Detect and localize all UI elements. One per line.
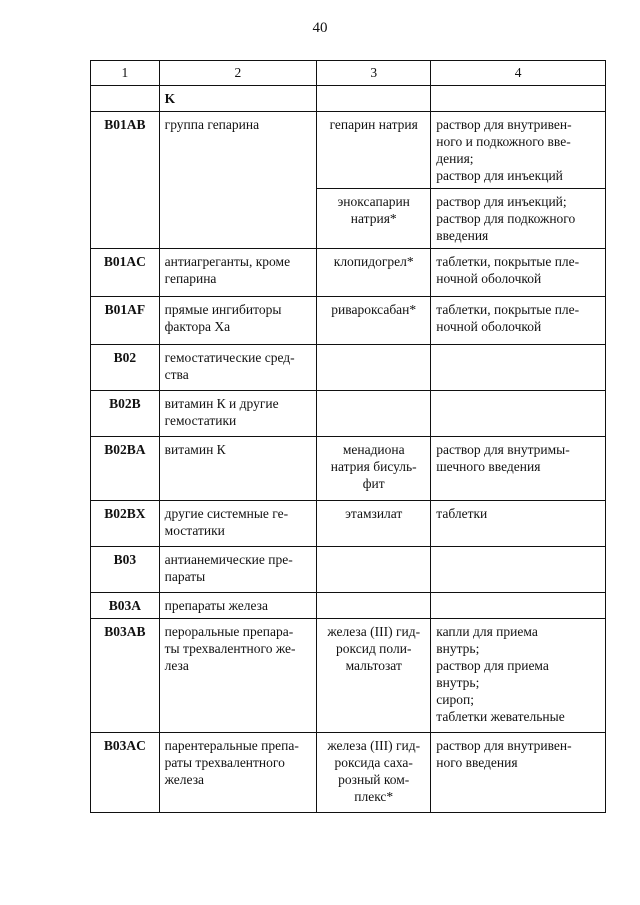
form-cell: раствор для внутривен- ного и подкожного вве- дения; раствор для инъекций	[431, 112, 606, 189]
group-cell: антиагреганты, кроме гепарина	[159, 249, 317, 297]
group-cell: гемостатические сред- ства	[159, 345, 317, 391]
group-cell: другие системные ге- мостатики	[159, 501, 317, 547]
drug-cell: гепарин натрия	[317, 112, 431, 189]
code-cell: B03A	[91, 593, 160, 619]
drug-cell: клопидогрел*	[317, 249, 431, 297]
group-cell: антианемические пре- параты	[159, 547, 317, 593]
drug-cell: железа (III) гид- роксид поли- мальтозат	[317, 619, 431, 733]
drug-cell	[317, 345, 431, 391]
drug-cell	[317, 547, 431, 593]
form-cell: таблетки, покрытые пле- ночной оболочкой	[431, 297, 606, 345]
medicines-table	[90, 60, 606, 813]
form-cell	[431, 345, 606, 391]
code-cell: B02BA	[91, 437, 160, 501]
group-cell: парентеральные препа- раты трехвалентного железа	[159, 733, 317, 813]
page-number: 40	[312, 20, 328, 36]
form-cell	[431, 86, 606, 112]
code-cell: B03AB	[91, 619, 160, 733]
group-cell: пероральные препара- ты трехвалентного же- леза	[159, 619, 317, 733]
table-row	[91, 297, 606, 345]
form-cell: капли для приема внутрь; раствор для приема внутрь; сироп; таблетки жевательные	[431, 619, 606, 733]
table-header-row	[91, 61, 606, 86]
drug-cell: железа (III) гид- роксида саха- розный ком- плекс*	[317, 733, 431, 813]
code-cell	[91, 86, 160, 112]
form-cell	[431, 391, 606, 437]
drug-cell: менадиона натрия бисуль- фит	[317, 437, 431, 501]
table-row	[91, 547, 606, 593]
section-letter: K	[159, 86, 317, 112]
table-row	[91, 391, 606, 437]
table-row	[91, 345, 606, 391]
table-row	[91, 593, 606, 619]
header-col-1: 1	[91, 61, 160, 86]
code-cell: B02	[91, 345, 160, 391]
code-cell: B03	[91, 547, 160, 593]
group-cell: витамин К	[159, 437, 317, 501]
code-cell: B01AC	[91, 249, 160, 297]
group-cell: группа гепарина	[159, 112, 317, 249]
table-row	[91, 733, 606, 813]
group-cell: витамин К и другие гемостатики	[159, 391, 317, 437]
table-row	[91, 437, 606, 501]
drug-cell	[317, 391, 431, 437]
drug-cell: ривароксабан*	[317, 297, 431, 345]
table-row	[91, 501, 606, 547]
table-row	[91, 619, 606, 733]
code-cell: B02BX	[91, 501, 160, 547]
form-cell	[431, 593, 606, 619]
drug-cell	[317, 86, 431, 112]
drug-cell	[317, 593, 431, 619]
group-cell: препараты железа	[159, 593, 317, 619]
code-cell: B02B	[91, 391, 160, 437]
form-cell: таблетки	[431, 501, 606, 547]
header-col-3: 3	[317, 61, 431, 86]
form-cell: раствор для инъекций; раствор для подкожного введения	[431, 189, 606, 249]
code-cell: B03AC	[91, 733, 160, 813]
code-cell: B01AB	[91, 112, 160, 249]
drug-cell: эноксапарин натрия*	[317, 189, 431, 249]
table-row	[91, 86, 606, 112]
form-cell: таблетки, покрытые пле- ночной оболочкой	[431, 249, 606, 297]
form-cell: раствор для внутримы- шечного введения	[431, 437, 606, 501]
table-row	[91, 249, 606, 297]
header-col-2: 2	[159, 61, 317, 86]
drug-cell: этамзилат	[317, 501, 431, 547]
header-col-4: 4	[431, 61, 606, 86]
table-row	[91, 112, 606, 189]
code-cell: B01AF	[91, 297, 160, 345]
group-cell: прямые ингибиторы фактора Ха	[159, 297, 317, 345]
form-cell: раствор для внутривен- ного введения	[431, 733, 606, 813]
form-cell	[431, 547, 606, 593]
